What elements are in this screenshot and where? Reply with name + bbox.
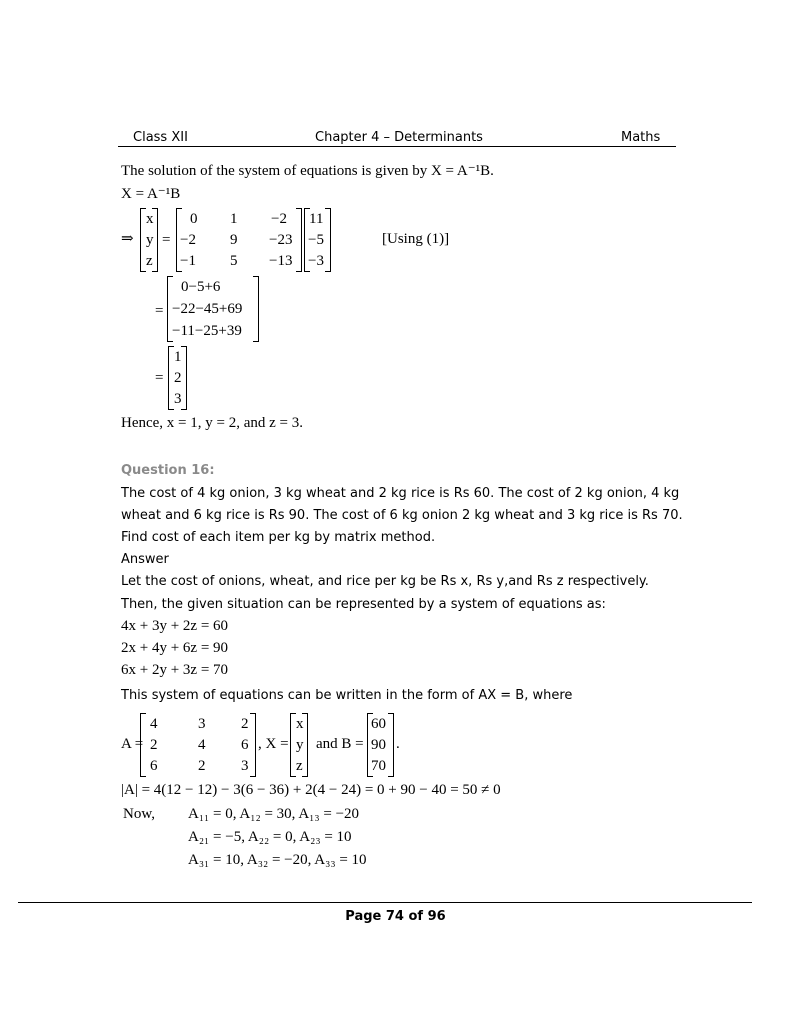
a-label: A = — [121, 736, 144, 752]
b-label: and B = — [316, 736, 364, 752]
matrix-cell: 6 — [150, 758, 158, 774]
vector-cell: z — [146, 253, 153, 269]
header-class: Class XII — [133, 130, 188, 145]
vector-cell: x — [296, 716, 304, 732]
vector-cell: −11−25+39 — [172, 323, 242, 339]
matrix-cell: 4 — [150, 716, 158, 732]
question-title: Question 16: — [121, 463, 215, 478]
header-divider — [118, 146, 676, 147]
matrix-cell: 2 — [150, 737, 158, 753]
cofactor-row: A₂₁ = −5, A₂₂ = 0, A₂₃ = 10 — [188, 829, 352, 845]
matrix-cell: 9 — [230, 232, 238, 248]
implies-arrow: ⇒ — [121, 231, 134, 247]
answer-label: Answer — [121, 552, 169, 567]
vector-cell: −5 — [308, 232, 324, 248]
matrix-cell: 0 — [190, 211, 198, 227]
vector-cell: 1 — [174, 349, 182, 365]
matrix-cell: 2 — [198, 758, 206, 774]
vector-cell: y — [146, 232, 154, 248]
hence-line: Hence, x = 1, y = 2, and z = 3. — [121, 415, 303, 431]
matrix-cell: 3 — [241, 758, 249, 774]
matrix-cell: −2 — [271, 211, 287, 227]
vector-cell: x — [146, 211, 154, 227]
vector-cell: 0−5+6 — [181, 279, 221, 295]
vector-cell: 11 — [309, 211, 324, 227]
result-vector — [168, 346, 187, 410]
equals-sign: = — [155, 303, 164, 319]
matrix-cell: −23 — [269, 232, 293, 248]
vector-cell: −22−45+69 — [172, 301, 243, 317]
solution-x-eq: X = A⁻¹B — [121, 186, 181, 202]
header-subject: Maths — [621, 130, 661, 145]
vector-cell: 3 — [174, 391, 182, 407]
matrix-cell: 3 — [198, 716, 206, 732]
equation: 6x + 2y + 3z = 70 — [121, 662, 229, 678]
question-line: The cost of 4 kg onion, 3 kg wheat and 2 kg rice is Rs 60. The cost of 2 kg onion, 4 kg — [121, 486, 680, 501]
now-label: Now, — [123, 806, 155, 822]
a-inverse-matrix — [176, 208, 302, 272]
solution-intro: The solution of the system of equations is given by X = A⁻¹B. — [121, 163, 494, 179]
matrix-cell: 1 — [230, 211, 238, 227]
vector-cell: z — [296, 758, 303, 774]
determinant-line: |A| = 4(12 − 12) − 3(6 − 36) + 2(4 − 24) = 0 + 90 − 40 = 50 ≠ 0 — [121, 782, 501, 798]
cofactor-row: A₁₁ = 0, A₁₂ = 30, A₁₃ = −20 — [188, 806, 360, 822]
vector-cell: −3 — [308, 253, 324, 269]
b-matrix — [367, 713, 394, 777]
equation: 2x + 4y + 6z = 90 — [121, 640, 229, 656]
answer-line: Let the cost of onions, wheat, and rice per kg be Rs x, Rs y,and Rs z respectively. — [121, 574, 649, 589]
header-chapter: Chapter 4 – Determinants — [315, 130, 483, 145]
matrix-cell: −2 — [180, 232, 196, 248]
vector-cell: 60 — [371, 716, 386, 732]
using-note: [Using (1)] — [382, 231, 450, 247]
matrix-cell: 5 — [230, 253, 238, 269]
equals-sign: = — [155, 370, 164, 386]
x-vector — [290, 713, 308, 777]
matrix-cell: 4 — [198, 737, 206, 753]
matrix-cell: 6 — [241, 737, 249, 753]
vector-cell: 70 — [371, 758, 386, 774]
step1-vector — [167, 276, 259, 342]
x-label: , X = — [258, 736, 289, 752]
vector-cell: 90 — [371, 737, 386, 753]
equals-sign: = — [162, 232, 171, 248]
page-number: Page 74 of 96 — [345, 909, 446, 924]
answer-line: Then, the given situation can be represented by a system of equations as: — [121, 597, 606, 612]
vector-cell: 2 — [174, 370, 182, 386]
answer-form-line: This system of equations can be written in the form of AX = B, where — [121, 688, 573, 703]
cofactor-row: A₃₁ = 10, A₃₂ = −20, A₃₃ = 10 — [188, 852, 367, 868]
footer-divider — [18, 902, 752, 903]
matrix-cell: 2 — [241, 716, 249, 732]
equation: 4x + 3y + 2z = 60 — [121, 618, 229, 634]
b-vector — [304, 208, 331, 272]
question-line: wheat and 6 kg rice is Rs 90. The cost of 6 kg onion 2 kg wheat and 3 kg rice is Rs 70. — [121, 508, 683, 523]
xyz-vector — [140, 208, 158, 272]
question-line: Find cost of each item per kg by matrix method. — [121, 530, 436, 545]
matrix-cell: −1 — [180, 253, 196, 269]
a-matrix — [140, 713, 256, 777]
vector-cell: y — [296, 737, 304, 753]
matrix-cell: −13 — [269, 253, 293, 269]
